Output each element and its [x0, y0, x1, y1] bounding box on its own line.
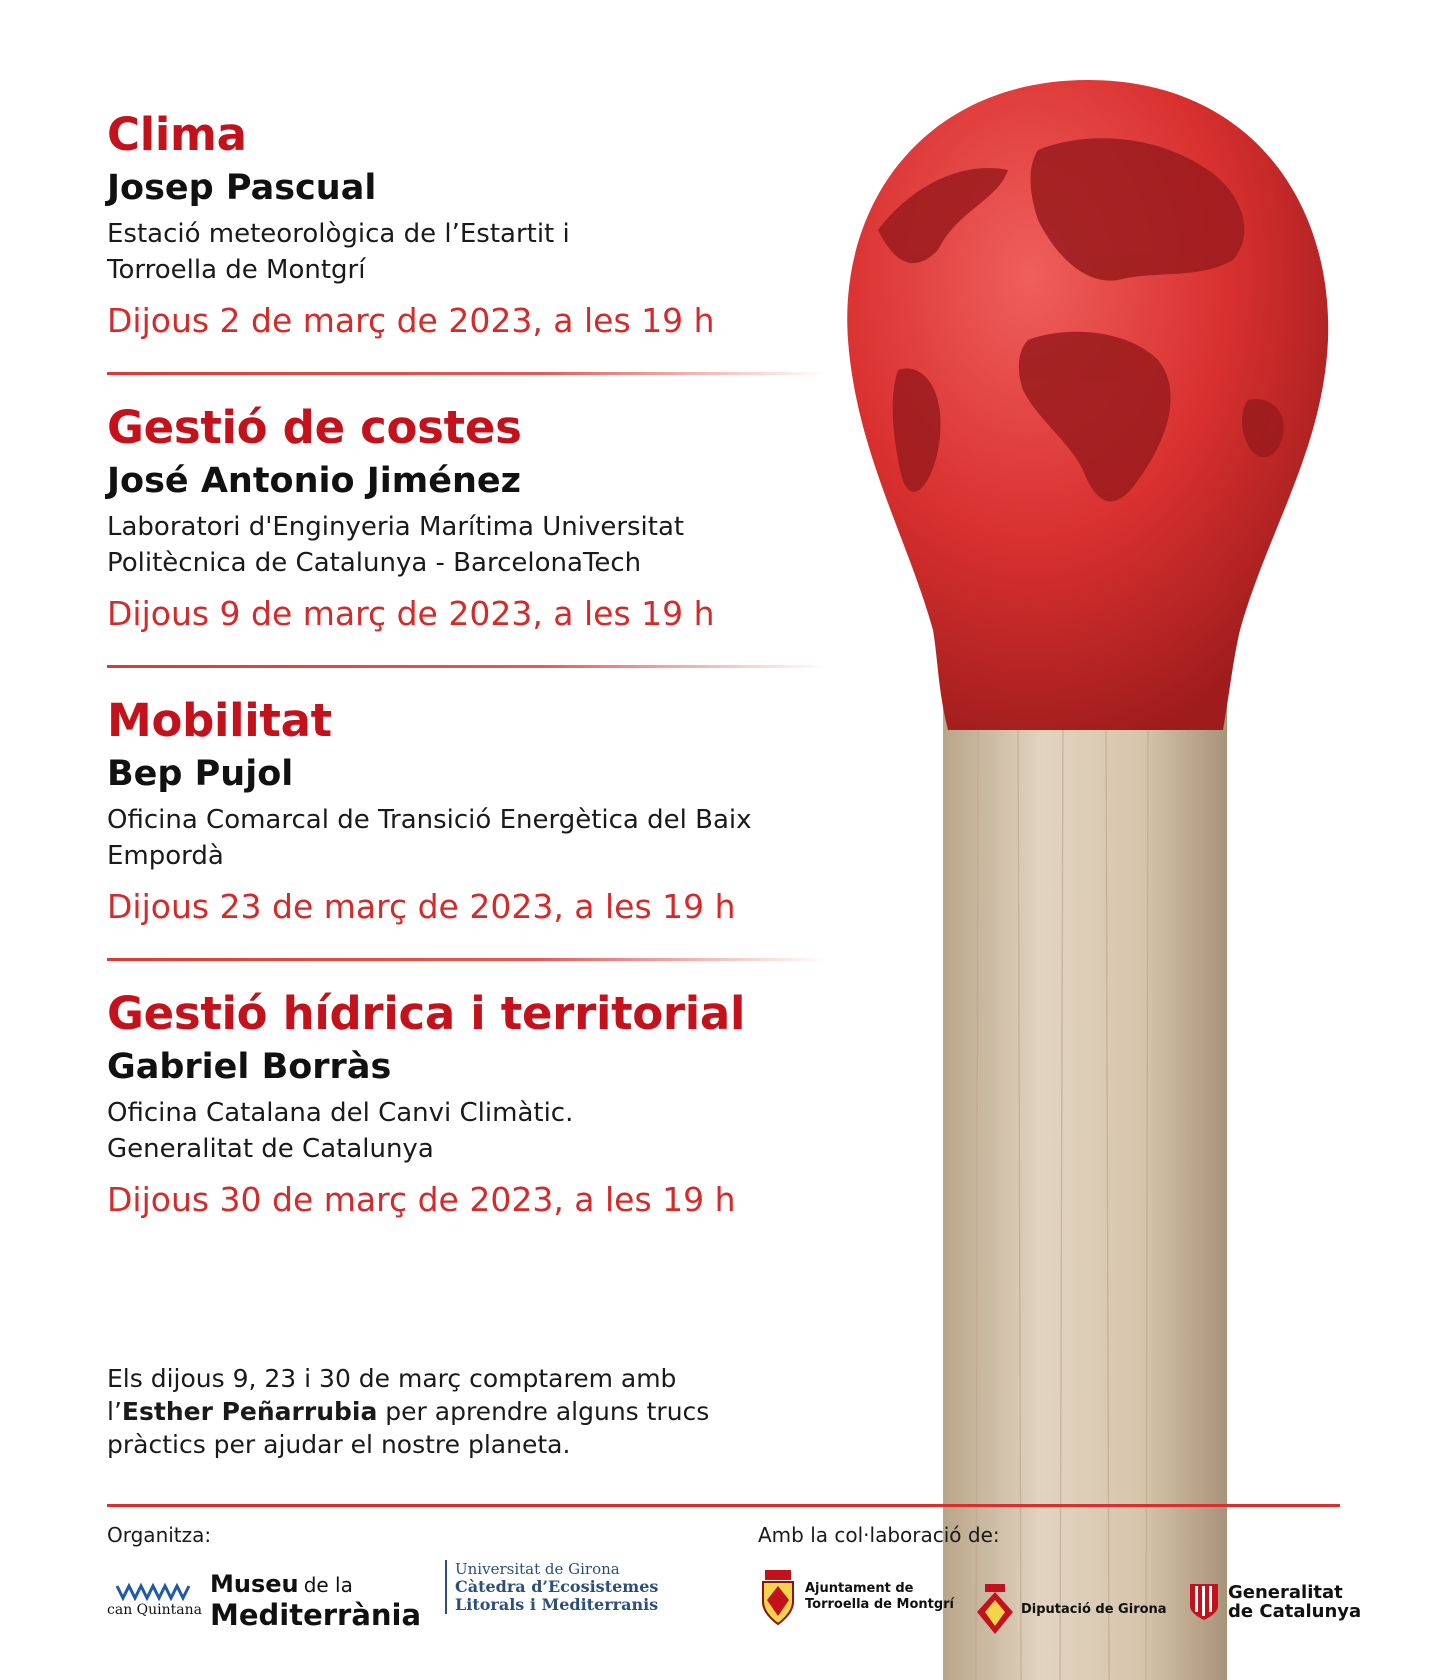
speaker-name: Josep Pascual [107, 168, 377, 208]
talk-item [107, 108, 827, 342]
section-divider [107, 372, 827, 375]
ajuntament-torroella-logo [757, 1568, 954, 1626]
generalitat-logo [1186, 1582, 1361, 1622]
wave-icon [115, 1582, 193, 1602]
section-divider [107, 958, 827, 961]
speaker-name: Gabriel Borràs [107, 1047, 392, 1087]
talk-date: Dijous 23 de març de 2023, a les 19 h [107, 887, 736, 926]
udg-line: Universitat de Girona [455, 1560, 620, 1578]
collaboration-label: Amb la col·laboració de: [758, 1523, 1000, 1547]
speaker-affiliation: Oficina Catalana del Canvi Climàtic. Generalitat de Catalunya [107, 1098, 574, 1164]
talk-date: Dijous 2 de març de 2023, a les 19 h [107, 301, 715, 340]
museu-word: de la [303, 1573, 353, 1597]
section-divider [107, 665, 827, 668]
talk-date: Dijous 9 de març de 2023, a les 19 h [107, 594, 715, 633]
speaker-name: Bep Pujol [107, 754, 294, 794]
footer-divider [107, 1504, 1340, 1507]
udg-catedra-logo [445, 1560, 658, 1614]
museu-wordmark [209, 1570, 422, 1632]
talk-title: Mobilitat [107, 694, 332, 747]
generalitat-line: de Catalunya [1228, 1601, 1362, 1622]
note-text: per aprendre alguns trucs pràctics per ajudar el nostre planeta. [107, 1397, 710, 1459]
talk-title: Gestió de costes [107, 401, 522, 454]
talk-item [107, 987, 827, 1221]
talk-title: Clima [107, 108, 247, 161]
talk-title: Gestió hídrica i territorial [107, 987, 746, 1040]
diputacio-wordmark: Diputació de Girona [1021, 1602, 1167, 1617]
generalitat-line: Generalitat [1228, 1582, 1343, 1603]
organizes-label: Organitza: [107, 1523, 212, 1547]
speaker-affiliation: Laboratori d'Enginyeria Marítima Universitat Politècnica de Catalunya - BarcelonaTech [107, 512, 685, 578]
udg-wordmark [455, 1560, 658, 1614]
speaker-affiliation: Estació meteorològica de l’Estartit i Torroella de Montgrí [107, 219, 570, 285]
workshop-note [107, 1362, 787, 1461]
museu-mediterrania-logo [107, 1570, 422, 1632]
udg-line: Càtedra d’Ecosistemes [455, 1577, 659, 1596]
generalitat-wordmark [1228, 1583, 1361, 1621]
coat-of-arms-icon [975, 1584, 1015, 1636]
talk-date: Dijous 30 de març de 2023, a les 19 h [107, 1180, 736, 1219]
senyera-icon [1186, 1582, 1222, 1622]
can-quintana-caption: can Quintana [107, 1601, 202, 1618]
talk-list [107, 108, 827, 1221]
diputacio-girona-logo [975, 1584, 1167, 1636]
ajuntament-line: Ajuntament de [805, 1581, 914, 1596]
coat-of-arms-icon [757, 1568, 799, 1626]
can-quintana-mark [107, 1582, 202, 1618]
talk-item [107, 694, 827, 928]
talk-item [107, 401, 827, 635]
museu-word: Mediterrània [209, 1598, 422, 1632]
udg-line: Litorals i Mediterranis [455, 1595, 659, 1614]
speaker-name: José Antonio Jiménez [107, 461, 522, 501]
note-name: Esther Peñarrubia [121, 1397, 378, 1426]
museu-word: Museu [209, 1570, 299, 1598]
ajuntament-wordmark [805, 1581, 954, 1613]
match-globe-illustration [838, 40, 1338, 1680]
ajuntament-line: Torroella de Montgrí [805, 1597, 955, 1612]
speaker-affiliation: Oficina Comarcal de Transició Energètica del Baix Empordà [107, 805, 752, 871]
note-text: Els dijous 9, 23 i 30 de març comptarem amb l’ [107, 1364, 677, 1426]
